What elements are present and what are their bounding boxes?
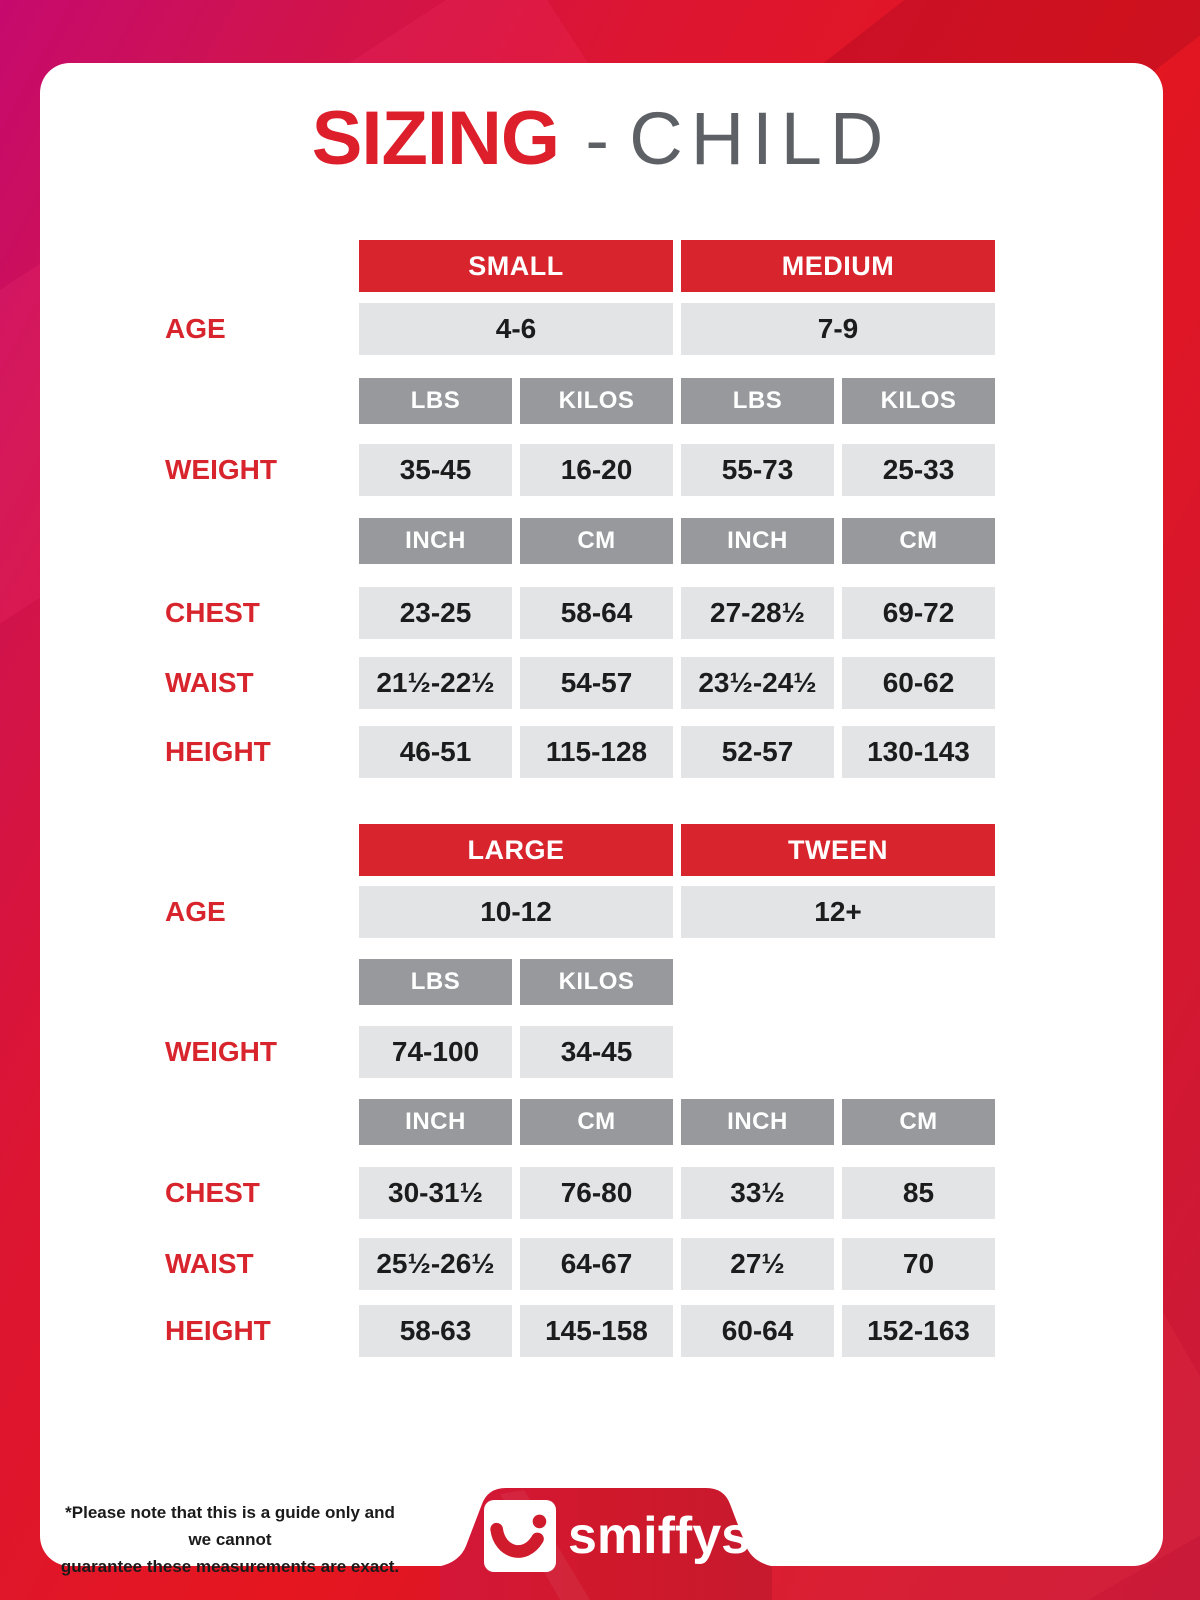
unit-header-kilos: KILOS [842, 378, 995, 424]
weight-value: 55-73 [681, 444, 834, 496]
waist-row-label: WAIST [165, 1248, 254, 1279]
chest-row [165, 587, 995, 639]
weight-row-label: WEIGHT [165, 1036, 277, 1067]
waist-value: 21½-22½ [359, 657, 512, 709]
weight-value: 35-45 [359, 444, 512, 496]
chest-row-label: CHEST [165, 1177, 260, 1208]
height-value: 130-143 [842, 726, 995, 778]
disclaimer-line-2: guarantee these measurements are exact. [60, 1557, 400, 1576]
waist-row [165, 657, 995, 709]
waist-row [165, 1238, 995, 1290]
waist-value: 27½ [681, 1238, 834, 1290]
height-row-label: HEIGHT [165, 1315, 271, 1346]
height-value: 60-64 [681, 1305, 834, 1357]
height-value: 46-51 [359, 726, 512, 778]
size-header-tween: TWEEN [681, 824, 995, 876]
brand-name: smiffys [568, 1507, 751, 1565]
unit-header-lbs: LBS [359, 378, 512, 424]
age-row [165, 303, 995, 355]
smile-icon [484, 1500, 556, 1572]
waist-value: 64-67 [520, 1238, 673, 1290]
chest-value: 33½ [681, 1167, 834, 1219]
sizing-table-small-medium [165, 240, 995, 778]
weight-row [165, 1026, 995, 1078]
weight-value: 25-33 [842, 444, 995, 496]
brand-logo-tab [440, 1484, 772, 1600]
age-row-label: AGE [165, 896, 226, 927]
height-row [165, 726, 995, 778]
weight-unit-header-row [165, 959, 995, 1005]
weight-value: 74-100 [359, 1026, 512, 1078]
unit-header-lbs: LBS [681, 378, 834, 424]
age-row [165, 886, 995, 938]
age-row-label: AGE [165, 313, 226, 344]
size-header-medium: MEDIUM [681, 240, 995, 292]
title-secondary: CHILD [629, 97, 892, 180]
unit-header-cm: CM [842, 1099, 995, 1145]
unit-header-kilos: KILOS [520, 959, 673, 1005]
height-value: 152-163 [842, 1305, 995, 1357]
height-value: 58-63 [359, 1305, 512, 1357]
chest-value: 23-25 [359, 587, 512, 639]
unit-header-inch: INCH [681, 1099, 834, 1145]
unit-header-lbs: LBS [359, 959, 512, 1005]
trademark-symbol: TM [752, 1504, 770, 1518]
weight-row [165, 444, 995, 496]
height-value: 115-128 [520, 726, 673, 778]
waist-value: 25½-26½ [359, 1238, 512, 1290]
unit-header-inch: INCH [359, 1099, 512, 1145]
chest-value: 69-72 [842, 587, 995, 639]
size-header-row [165, 240, 995, 292]
size-header-small: SMALL [359, 240, 673, 292]
age-value-tween: 12+ [681, 886, 995, 938]
size-header-large: LARGE [359, 824, 673, 876]
height-row-label: HEIGHT [165, 736, 271, 767]
age-value-large: 10-12 [359, 886, 673, 938]
weight-row-label: WEIGHT [165, 454, 277, 485]
unit-header-inch: INCH [359, 518, 512, 564]
unit-header-inch: INCH [681, 518, 834, 564]
title-primary: SIZING [311, 96, 560, 181]
unit-header-kilos: KILOS [520, 378, 673, 424]
unit-header-cm: CM [520, 1099, 673, 1145]
height-value: 145-158 [520, 1305, 673, 1357]
content-card [40, 63, 1163, 1576]
disclaimer-line-1: *Please note that this is a guide only and we cannot [65, 1503, 395, 1549]
brand-wordmark [568, 1504, 770, 1566]
waist-value: 54-57 [520, 657, 673, 709]
waist-value: 23½-24½ [681, 657, 834, 709]
waist-row-label: WAIST [165, 667, 254, 698]
unit-header-cm: CM [842, 518, 995, 564]
chest-row-label: CHEST [165, 597, 260, 628]
waist-value: 60-62 [842, 657, 995, 709]
page-title [40, 95, 1163, 182]
age-value-medium: 7-9 [681, 303, 995, 355]
chest-value: 58-64 [520, 587, 673, 639]
weight-unit-header-row [165, 378, 995, 424]
disclaimer-note [60, 1499, 400, 1580]
height-row [165, 1305, 995, 1357]
chest-value: 27-28½ [681, 587, 834, 639]
chest-value: 85 [842, 1167, 995, 1219]
chest-value: 30-31½ [359, 1167, 512, 1219]
size-header-row [165, 824, 995, 876]
chest-value: 76-80 [520, 1167, 673, 1219]
measure-unit-header-row [165, 518, 995, 564]
chest-row [165, 1167, 995, 1219]
measure-unit-header-row [165, 1099, 995, 1145]
height-value: 52-57 [681, 726, 834, 778]
waist-value: 70 [842, 1238, 995, 1290]
weight-value: 16-20 [520, 444, 673, 496]
sizing-table-large-tween [165, 824, 995, 1357]
weight-value: 34-45 [520, 1026, 673, 1078]
unit-header-cm: CM [520, 518, 673, 564]
title-separator: - [585, 101, 609, 179]
age-value-small: 4-6 [359, 303, 673, 355]
